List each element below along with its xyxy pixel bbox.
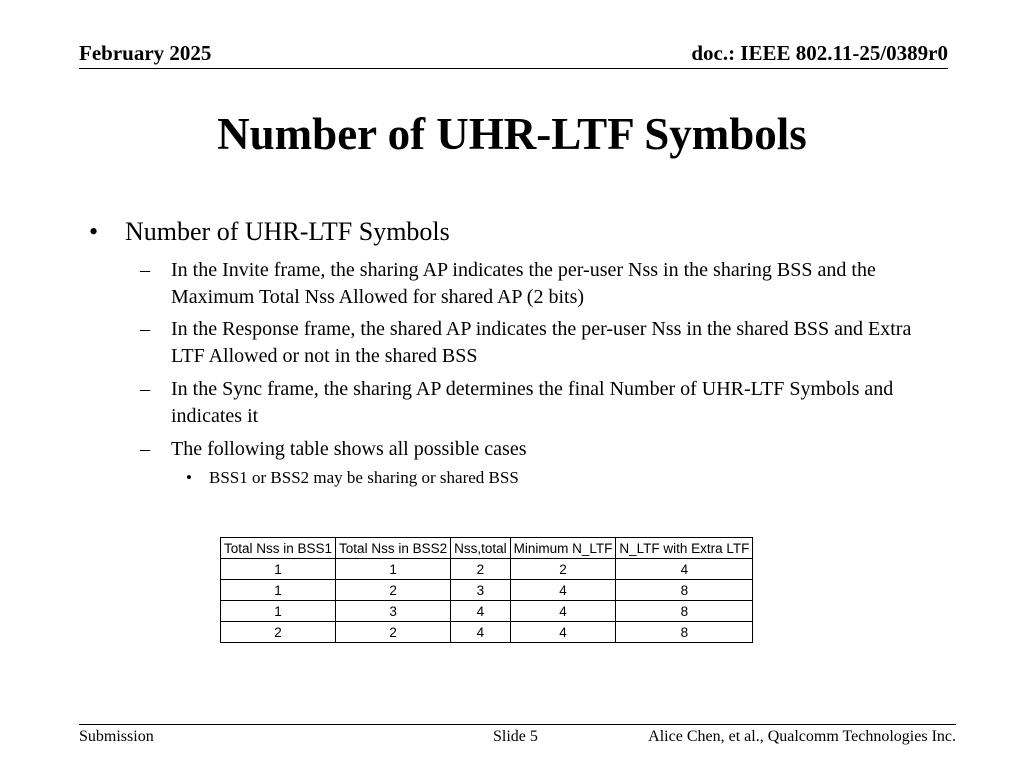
bullet-icon: •	[89, 217, 99, 246]
table-cell: 4	[510, 580, 616, 601]
column-header: Nss,total	[451, 538, 511, 559]
table-cell: 2	[336, 580, 451, 601]
table-cell: 3	[336, 601, 451, 622]
column-header: Minimum N_LTF	[510, 538, 616, 559]
header-date: February 2025	[79, 41, 212, 65]
table-row	[221, 559, 753, 580]
footer-divider	[79, 724, 956, 725]
sub-sub-bullet-text: BSS1 or BSS2 may be sharing or shared BSS	[209, 468, 519, 487]
footer-submission: Submission	[79, 728, 154, 745]
header-doc-id: doc.: IEEE 802.11-25/0389r0	[691, 41, 948, 65]
sub-bullet-text: The following table shows all possible cases	[171, 438, 527, 460]
sub-bullet-text: In the Invite frame, the sharing AP indicates the per-user Nss in the sharing BSS and the Maximum Total Nss Allowed for shared AP (2 bits)	[171, 259, 876, 308]
dash-icon: –	[140, 318, 150, 340]
table-header-row	[221, 538, 753, 559]
table-row	[221, 622, 753, 643]
table-cell: 2	[221, 622, 336, 643]
slide-title: Number of UHR-LTF Symbols	[217, 109, 807, 159]
main-bullet-text: Number of UHR-LTF Symbols	[125, 217, 450, 246]
sub-bullet-text: In the Response frame, the shared AP indicates the per-user Nss in the shared BSS and Extra LTF Allowed or not in the shared BSS	[171, 318, 912, 367]
table-cell: 4	[510, 601, 616, 622]
sub-bullet-text: In the Sync frame, the sharing AP determines the final Number of UHR-LTF Symbols and indicates it	[171, 378, 894, 427]
table-row	[221, 580, 753, 601]
table-cell: 1	[221, 601, 336, 622]
table-cell: 2	[336, 622, 451, 643]
dash-icon: –	[140, 259, 150, 281]
table-cell: 1	[221, 580, 336, 601]
footer-authors: Alice Chen, et al., Qualcomm Technologies Inc.	[648, 728, 956, 745]
table-cell: 1	[221, 559, 336, 580]
header-divider	[79, 68, 948, 69]
column-header: Total Nss in BSS2	[336, 538, 451, 559]
table-cell: 4	[616, 559, 753, 580]
table-cell: 1	[336, 559, 451, 580]
dash-icon: –	[140, 438, 150, 460]
column-header: N_LTF with Extra LTF	[616, 538, 753, 559]
table-cell: 8	[616, 580, 753, 601]
dash-icon: –	[140, 378, 150, 400]
table-cell: 3	[451, 580, 511, 601]
table-cell: 4	[451, 622, 511, 643]
table-cell: 8	[616, 622, 753, 643]
table-cell: 2	[451, 559, 511, 580]
column-header: Total Nss in BSS1	[221, 538, 336, 559]
table-row	[221, 601, 753, 622]
table-cell: 4	[451, 601, 511, 622]
table-cell: 4	[510, 622, 616, 643]
table-cell: 8	[616, 601, 753, 622]
footer-slide-number: Slide 5	[493, 728, 538, 745]
cases-table	[220, 537, 753, 643]
table-cell: 2	[510, 559, 616, 580]
bullet-icon: •	[186, 468, 192, 487]
